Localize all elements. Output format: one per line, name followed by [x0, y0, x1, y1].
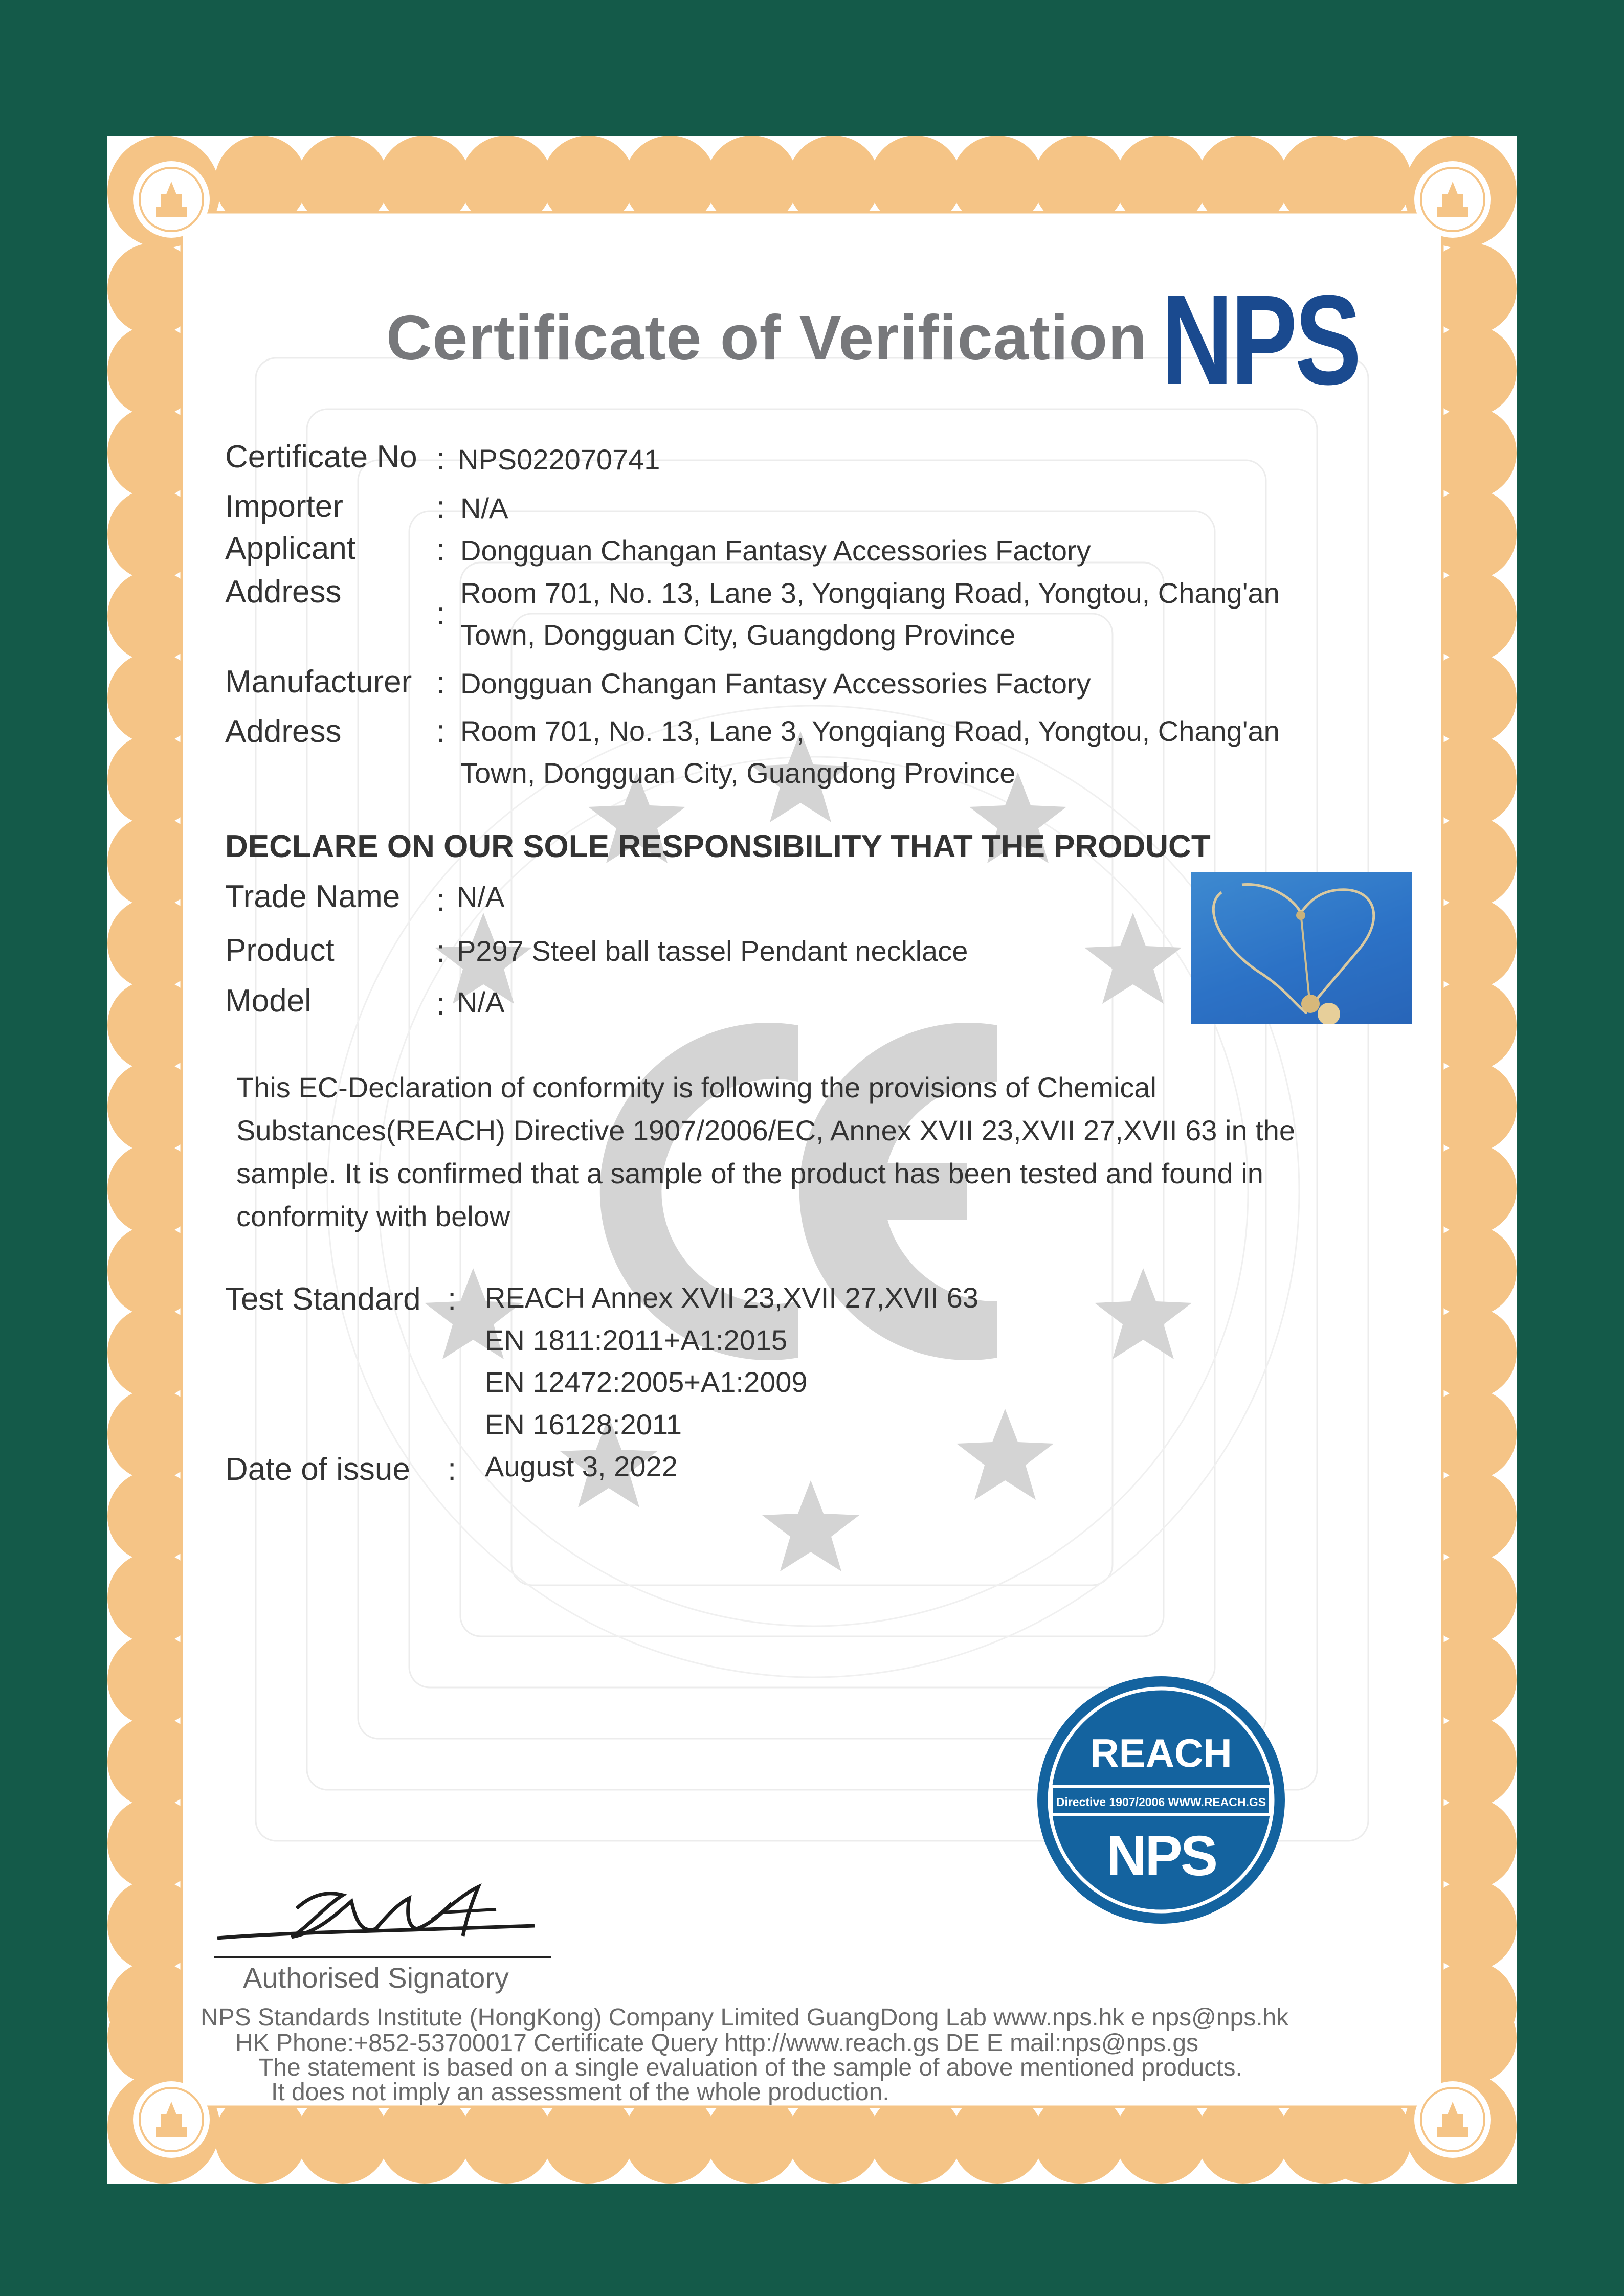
reach-seal — [1036, 1675, 1286, 1925]
test-standard-value: EN 1811:2011+A1:2015 — [485, 1324, 788, 1356]
manufacturer-address-line2: Town, Dongguan City, Guangdong Province — [460, 757, 1016, 789]
colon: : — [436, 986, 446, 1022]
manufacturer-label: Manufacturer — [225, 664, 412, 700]
test-standard-value: EN 16128:2011 — [485, 1408, 682, 1440]
conformity-line: conformity with below — [236, 1200, 510, 1232]
footer-lab-info: NPS Standards Institute (HongKong) Company Limited GuangDong Lab www.nps.hk e nps@nps.hk — [201, 2004, 1289, 2031]
authorised-signatory-label: Authorised Signatory — [243, 1962, 509, 1994]
seal-reach-text: REACH — [1090, 1730, 1232, 1775]
trade-name-label: Trade Name — [225, 879, 401, 914]
date-of-issue-value: August 3, 2022 — [485, 1450, 678, 1482]
conformity-line: This EC-Declaration of conformity is following the provisions of Chemical — [236, 1071, 1156, 1104]
model-value: N/A — [457, 986, 505, 1018]
date-of-issue-label: Date of issue — [225, 1452, 410, 1487]
footer-statement: The statement is based on a single evaluation of the sample of above mentioned products. — [258, 2054, 1242, 2081]
colon: : — [436, 665, 446, 701]
trade-name-value: N/A — [457, 881, 505, 913]
applicant-address-line1: Room 701, No. 13, Lane 3, Yongqiang Road, Yongtou, Chang'an — [460, 577, 1280, 609]
test-standard-label: Test Standard — [225, 1281, 421, 1317]
importer-value: N/A — [460, 492, 508, 524]
seal-directive-text: Directive 1907/2006 WWW.REACH.GS — [1056, 1795, 1266, 1809]
manufacturer-value: Dongguan Changan Fantasy Accessories Factory — [460, 667, 1091, 700]
colon: : — [436, 883, 446, 918]
colon: : — [436, 596, 446, 632]
applicant-value: Dongguan Changan Fantasy Accessories Factory — [460, 534, 1091, 567]
certificate-title: Certificate of Verification — [386, 303, 1147, 373]
conformity-statement — [236, 1066, 1382, 1238]
product-label: Product — [225, 933, 335, 968]
colon: : — [436, 714, 446, 749]
product-photo — [1191, 872, 1412, 1024]
colon: : — [436, 490, 446, 525]
nps-logo: NPS — [1161, 268, 1359, 411]
manufacturer-address-label: Address — [225, 714, 342, 749]
manufacturer-address-line1: Room 701, No. 13, Lane 3, Yongqiang Road, Yongtou, Chang'an — [460, 715, 1280, 747]
certificate-no-value: NPS022070741 — [458, 443, 660, 476]
colon: : — [448, 1452, 457, 1487]
signature — [207, 1877, 555, 1948]
test-standard-value: REACH Annex XVII 23,XVII 27,XVII 63 — [485, 1281, 978, 1314]
test-standard-value: EN 12472:2005+A1:2009 — [485, 1366, 808, 1398]
importer-label: Importer — [225, 489, 343, 524]
conformity-line: sample. It is confirmed that a sample of the product has been tested and found in — [236, 1157, 1263, 1189]
footer-disclaimer: It does not imply an assessment of the whole production. — [271, 2079, 889, 2106]
declaration-heading: DECLARE ON OUR SOLE RESPONSIBILITY THAT THE PRODUCT — [225, 829, 1211, 864]
certificate-no-label: Certificate No — [225, 439, 417, 475]
necklace-image — [1191, 872, 1412, 1024]
applicant-address-label: Address — [225, 574, 342, 610]
model-label: Model — [225, 983, 312, 1019]
signature-line — [214, 1956, 551, 1958]
colon: : — [436, 934, 446, 969]
seal-nps-text: NPS — [1106, 1825, 1216, 1887]
footer-contact-info: HK Phone:+852-53700017 Certificate Query http://www.reach.gs DE E mail:nps@nps.gs — [235, 2030, 1199, 2057]
applicant-label: Applicant — [225, 531, 356, 566]
applicant-address-line2: Town, Dongguan City, Guangdong Province — [460, 619, 1016, 651]
colon: : — [436, 532, 446, 568]
colon: : — [436, 441, 446, 477]
colon: : — [448, 1281, 457, 1317]
product-value: P297 Steel ball tassel Pendant necklace — [457, 935, 968, 967]
conformity-line: Substances(REACH) Directive 1907/2006/EC, Annex XVII 23,XVII 27,XVII 63 in the — [236, 1114, 1296, 1146]
